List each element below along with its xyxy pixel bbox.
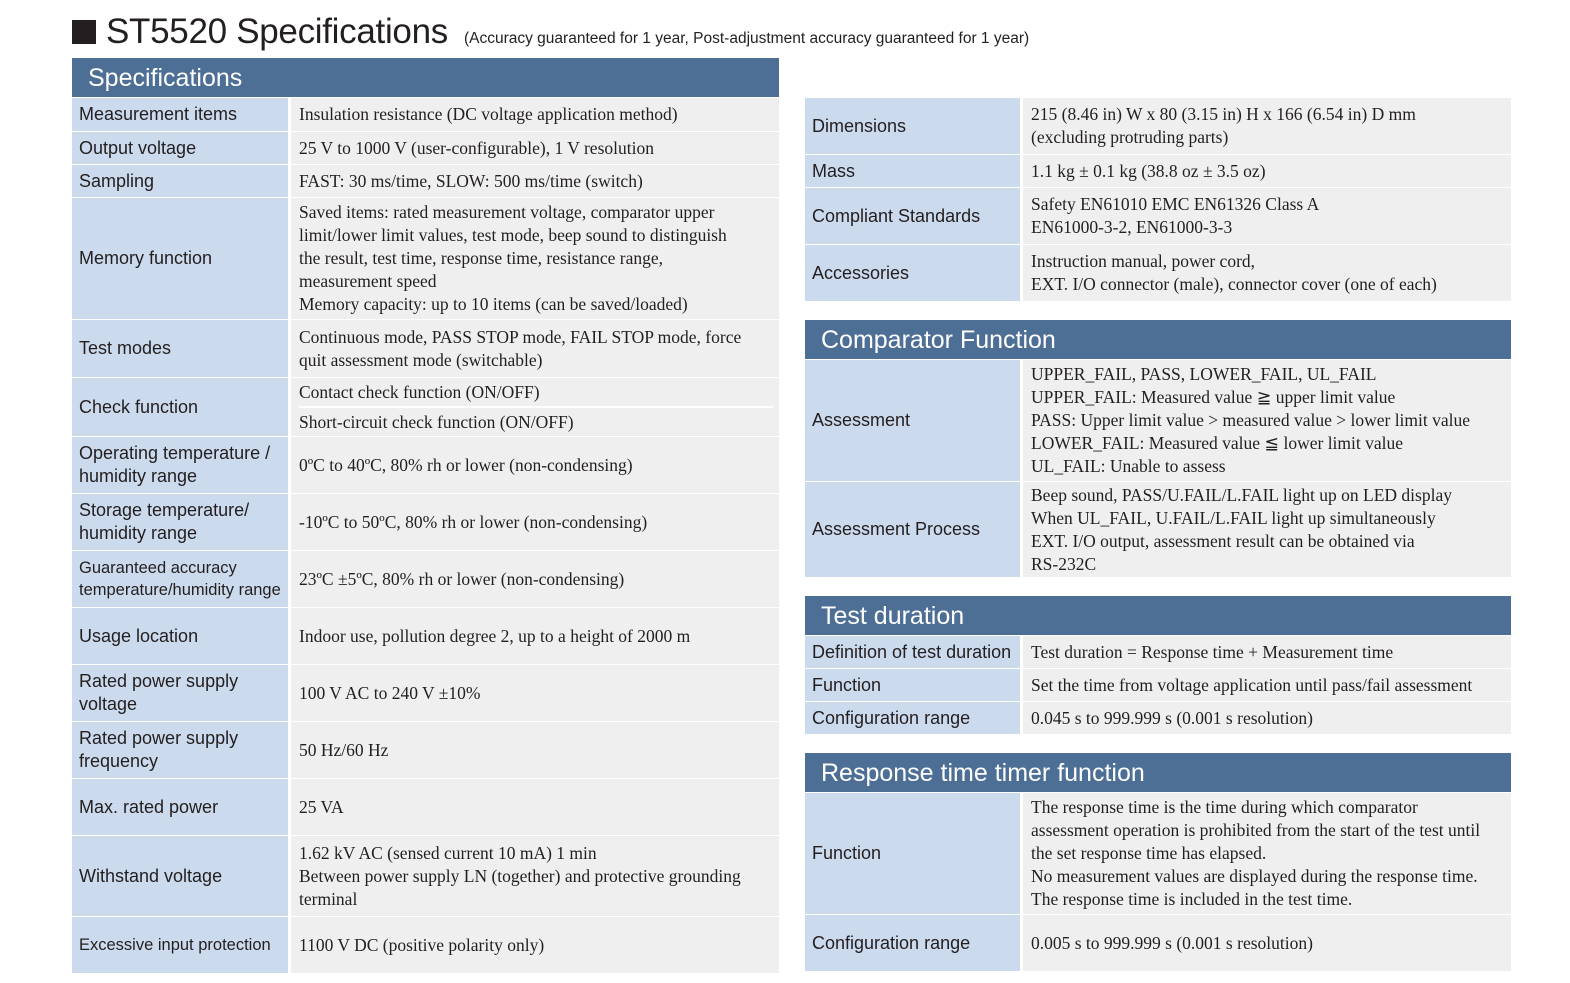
section-heading-specifications: Specifications <box>72 58 779 97</box>
spec-row <box>805 98 1511 154</box>
spec-value <box>291 132 779 164</box>
spec-value-line: Contact check function (ON/OFF) <box>299 382 540 402</box>
page-title: ST5520 Specifications <box>106 12 448 51</box>
spec-value <box>291 608 779 664</box>
spec-row <box>72 665 779 721</box>
spec-value-line: 25 V to 1000 V (user-configurable), 1 V resolution <box>299 137 654 158</box>
spec-value-line: Instruction manual, power cord, <box>1031 251 1256 271</box>
spec-label: Dimensions <box>805 98 1023 154</box>
spec-label: Withstand voltage <box>72 836 291 916</box>
page-subtitle: (Accuracy guaranteed for 1 year, Post-adjustment accuracy guaranteed for 1 year) <box>463 30 1030 47</box>
spec-value <box>1023 98 1511 154</box>
spec-value <box>291 722 779 778</box>
spec-value-line: assessment operation is prohibited from the start of the test until <box>1031 820 1481 840</box>
spec-label: Definition of test duration <box>805 636 1023 668</box>
spec-value-line: Saved items: rated measurement voltage, comparator upper <box>299 202 715 222</box>
spec-value <box>291 494 779 550</box>
spec-value-line: Insulation resistance (DC voltage application method) <box>299 104 678 124</box>
spec-row <box>72 551 779 607</box>
spec-label: Compliant Standards <box>805 188 1023 244</box>
spec-value-line: quit assessment mode (switchable) <box>299 349 543 370</box>
spec-row <box>72 437 779 493</box>
spec-row <box>805 482 1511 577</box>
general-table <box>805 97 1511 302</box>
spec-label: Configuration range <box>805 915 1023 971</box>
spec-value-line: UL_FAIL: Unable to assess <box>1031 456 1226 476</box>
spec-value <box>291 665 779 721</box>
spec-label: Rated power supply voltage <box>72 665 291 721</box>
spec-row <box>72 494 779 550</box>
spec-value-line: Memory capacity: up to 10 items (can be saved/loaded) <box>299 294 688 314</box>
spec-value-line: the result, test time, response time, resistance range, <box>299 248 663 268</box>
spec-value-line: No measurement values are displayed during the response time. <box>1031 866 1478 886</box>
spec-value-line: UPPER_FAIL: Measured value ≧ upper limit value <box>1031 387 1396 407</box>
spec-value <box>291 836 779 916</box>
spec-label: Usage location <box>72 608 291 664</box>
spec-row <box>805 793 1511 914</box>
spec-value-line: 215 (8.46 in) W x 80 (3.15 in) H x 166 (6.54 in) D mm <box>1031 104 1416 124</box>
spec-label: Max. rated power <box>72 779 291 835</box>
spec-value-line: 1.62 kV AC (sensed current 10 mA) 1 min <box>299 842 597 863</box>
spec-row <box>72 98 779 131</box>
spec-row <box>72 165 779 197</box>
spec-value <box>291 917 779 973</box>
spec-value <box>291 779 779 835</box>
spec-row <box>805 155 1511 187</box>
page-header <box>72 12 1029 56</box>
test-duration-table <box>805 635 1511 735</box>
spec-value-line: the set response time has elapsed. <box>1031 843 1267 863</box>
spec-value <box>1023 702 1511 734</box>
spec-value-line: 23ºC ±5ºC, 80% rh or lower (non-condensing) <box>299 568 625 589</box>
spec-value-line: RS-232C <box>1031 553 1097 574</box>
spec-value-line: When UL_FAIL, U.FAIL/L.FAIL light up simultaneously <box>1031 507 1436 528</box>
spec-value-line: EXT. I/O output, assessment result can be obtained via <box>1031 530 1415 551</box>
spec-value-line: 1.1 kg ± 0.1 kg (38.8 oz ± 3.5 oz) <box>1031 160 1266 181</box>
spec-row <box>72 608 779 664</box>
spec-value-line: PASS: Upper limit value > measured value > lower limit value <box>1031 410 1471 430</box>
section-heading-response-timer: Response time timer function <box>805 753 1511 792</box>
spec-value-line: EN61000-3-2, EN61000-3-3 <box>1031 217 1233 237</box>
spec-value-line: Between power supply LN (together) and protective grounding <box>299 865 741 886</box>
spec-value-line: limit/lower limit values, test mode, beep sound to distinguish <box>299 225 727 245</box>
spec-label: Assessment Process <box>805 482 1023 577</box>
spec-row <box>805 669 1511 701</box>
spec-row <box>72 198 779 319</box>
spec-value-line: 1100 V DC (positive polarity only) <box>299 934 545 955</box>
spec-value-line: 25 VA <box>299 796 344 817</box>
spec-label: Excessive input protection <box>72 917 291 973</box>
spec-value-line: Test duration = Response time + Measurement time <box>1031 641 1394 662</box>
spec-label: Assessment <box>805 360 1023 481</box>
spec-value-line: Safety EN61010 EMC EN61326 Class A <box>1031 194 1320 214</box>
spec-value <box>1023 915 1511 971</box>
spec-row <box>72 917 779 973</box>
spec-value-line: Short-circuit check function (ON/OFF) <box>299 406 773 436</box>
spec-value-line: 0.005 s to 999.999 s (0.001 s resolution) <box>1031 932 1313 953</box>
spec-row <box>805 245 1511 301</box>
spec-row <box>72 378 779 436</box>
spec-row <box>805 702 1511 734</box>
spec-value <box>291 98 779 131</box>
spec-value-line: (excluding protruding parts) <box>1031 127 1229 147</box>
title-square-icon <box>72 20 96 44</box>
spec-label: Sampling <box>72 165 291 197</box>
comparator-table <box>805 359 1511 578</box>
spec-label: Test modes <box>72 320 291 377</box>
spec-value-line: 0.045 s to 999.999 s (0.001 s resolution) <box>1031 707 1313 728</box>
spec-value <box>1023 245 1511 301</box>
spec-value-line: Beep sound, PASS/U.FAIL/L.FAIL light up on LED display <box>1031 484 1452 505</box>
spec-value-line: 50 Hz/60 Hz <box>299 739 389 760</box>
spec-label: Operating temperature / humidity range <box>72 437 291 493</box>
spec-label: Function <box>805 793 1023 914</box>
spec-value-line: The response time is included in the test time. <box>1031 889 1353 909</box>
spec-label: Function <box>805 669 1023 701</box>
spec-value <box>291 551 779 607</box>
spec-value-line: Indoor use, pollution degree 2, up to a height of 2000 m <box>299 625 691 646</box>
spec-value <box>1023 482 1511 577</box>
spec-row <box>805 636 1511 668</box>
spec-value-line: LOWER_FAIL: Measured value ≦ lower limit value <box>1031 433 1404 453</box>
spec-value-line: -10ºC to 50ºC, 80% rh or lower (non-condensing) <box>299 511 648 532</box>
spec-value-line: measurement speed <box>299 271 437 291</box>
specifications-table <box>72 97 779 974</box>
spec-row <box>72 320 779 377</box>
spec-value-line: UPPER_FAIL, PASS, LOWER_FAIL, UL_FAIL <box>1031 364 1377 384</box>
spec-label: Measurement items <box>72 98 291 131</box>
spec-value <box>291 437 779 493</box>
spec-value-line: The response time is the time during which comparator <box>1031 797 1418 817</box>
spec-value-line: Continuous mode, PASS STOP mode, FAIL STOP mode, force <box>299 326 742 347</box>
spec-value-line: 100 V AC to 240 V ±10% <box>299 682 481 703</box>
spec-row <box>72 132 779 164</box>
spec-label: Memory function <box>72 198 291 319</box>
right-column <box>805 98 1511 972</box>
spec-value <box>291 165 779 197</box>
spec-value <box>1023 188 1511 244</box>
spec-row <box>72 836 779 916</box>
spec-value-line: Set the time from voltage application until pass/fail assessment <box>1031 674 1473 695</box>
spec-value <box>1023 155 1511 187</box>
spec-label: Storage temperature/ humidity range <box>72 494 291 550</box>
spec-value-line: FAST: 30 ms/time, SLOW: 500 ms/time (switch) <box>299 170 643 191</box>
spec-value <box>1023 669 1511 701</box>
spec-value <box>1023 793 1511 914</box>
spec-value <box>291 198 779 319</box>
specifications-column <box>72 58 779 974</box>
spec-row <box>805 188 1511 244</box>
spec-row <box>805 360 1511 481</box>
spec-label: Accessories <box>805 245 1023 301</box>
spec-label: Mass <box>805 155 1023 187</box>
spec-value <box>1023 636 1511 668</box>
response-timer-table <box>805 792 1511 972</box>
spec-label: Guaranteed accuracy temperature/humidity range <box>72 551 291 607</box>
spec-row <box>72 779 779 835</box>
section-heading-comparator: Comparator Function <box>805 320 1511 359</box>
section-heading-test-duration: Test duration <box>805 596 1511 635</box>
spec-value <box>291 378 779 436</box>
spec-value-line: EXT. I/O connector (male), connector cover (one of each) <box>1031 274 1437 294</box>
spec-value <box>1023 360 1511 481</box>
spec-row <box>805 915 1511 971</box>
spec-label: Rated power supply frequency <box>72 722 291 778</box>
spec-label: Check function <box>72 378 291 436</box>
spec-label: Configuration range <box>805 702 1023 734</box>
spec-value-line: terminal <box>299 888 358 909</box>
spec-value-line: 0ºC to 40ºC, 80% rh or lower (non-condensing) <box>299 454 633 475</box>
spec-value <box>291 320 779 377</box>
spec-label: Output voltage <box>72 132 291 164</box>
spec-row <box>72 722 779 778</box>
